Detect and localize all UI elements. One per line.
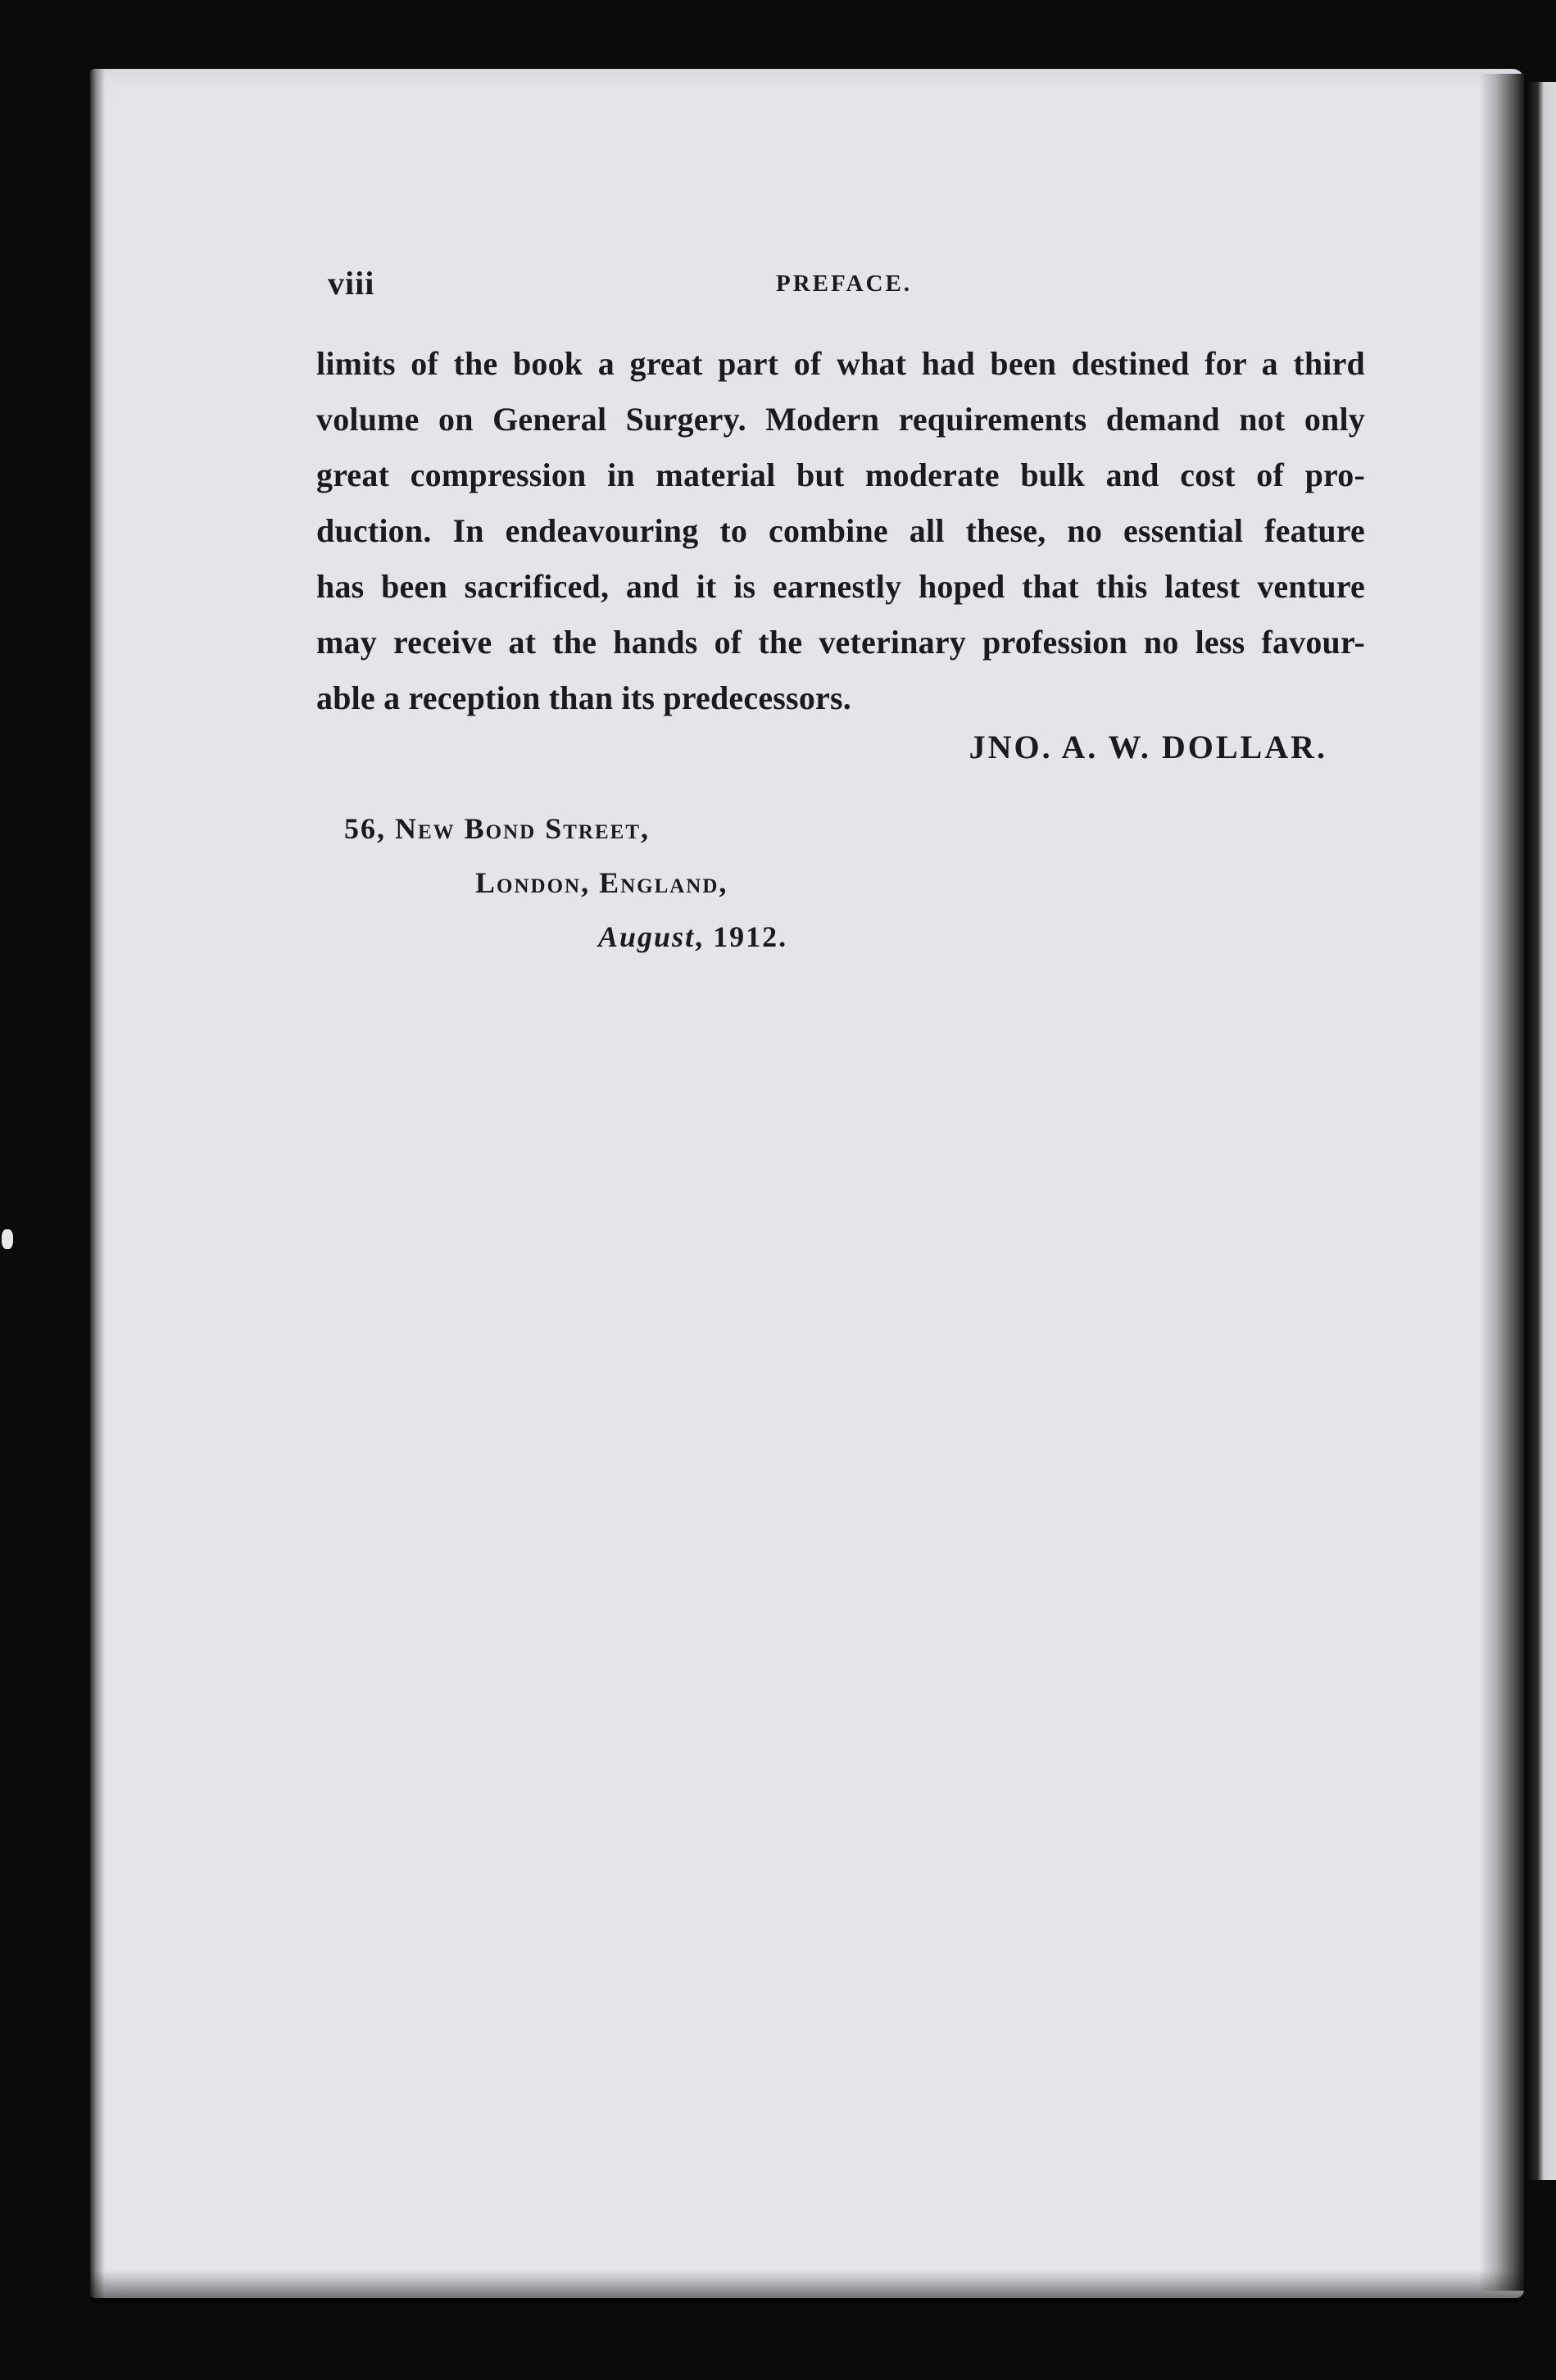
page-left-edge bbox=[90, 69, 105, 2298]
scan-artifact bbox=[2, 1229, 13, 1249]
page-right-edge-shadow bbox=[1479, 74, 1524, 2291]
text-line: volume on General Surgery. Modern requirements demand not only bbox=[316, 401, 1365, 438]
text-line: may receive at the hands of the veterinary profession no less favour- bbox=[316, 624, 1365, 661]
author-signature: JNO. A. W. DOLLAR. bbox=[969, 729, 1327, 765]
page-bottom-shadow bbox=[90, 2270, 1524, 2303]
address-block bbox=[344, 811, 918, 975]
running-head bbox=[328, 264, 1360, 305]
address-city: London, England, bbox=[475, 866, 728, 899]
page-number: viii bbox=[328, 265, 375, 302]
address-street: 56, New Bond Street, bbox=[344, 812, 651, 845]
date-year: , 1912. bbox=[695, 920, 788, 953]
preface-paragraph bbox=[316, 336, 1365, 726]
text-line: able a reception than its predecessors. bbox=[316, 679, 851, 716]
text-line: duction. In endeavouring to combine all these, no essential feature bbox=[316, 512, 1365, 549]
text-line: limits of the book a great part of what had been destined for a third bbox=[316, 345, 1365, 382]
date-month: August bbox=[598, 920, 696, 953]
running-title: PREFACE. bbox=[776, 270, 913, 297]
text-line: great compression in material but moderate bulk and cost of pro- bbox=[316, 456, 1365, 493]
next-page-edge bbox=[1526, 82, 1556, 2180]
address-date bbox=[598, 920, 787, 954]
text-line: has been sacrificed, and it is earnestly hoped that this latest venture bbox=[316, 568, 1365, 605]
